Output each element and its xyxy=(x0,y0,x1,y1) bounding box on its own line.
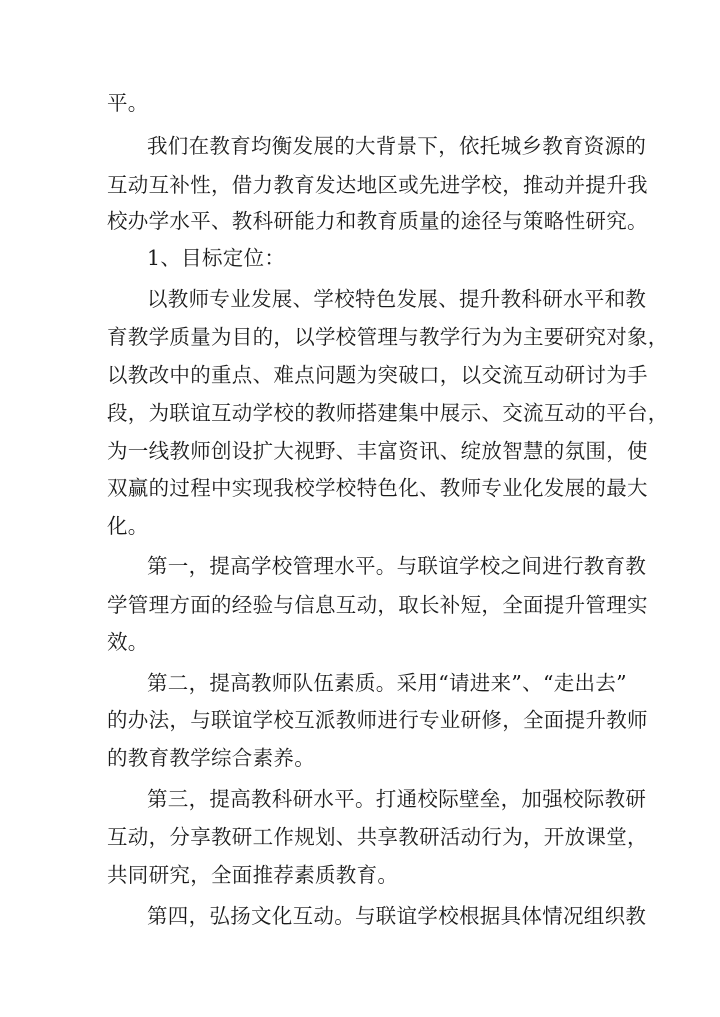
text-line: 化。 xyxy=(107,514,149,538)
text-line: 以教改中的重点、难点问题为突破口，以交流互动研讨为手 xyxy=(107,363,648,387)
text-line: 效。 xyxy=(107,630,149,654)
text-line: 互动，分享教研工作规划、共享教研活动行为，开放课堂， xyxy=(107,825,648,849)
paragraph-first-line: 我们在教育均衡发展的大背景下，依托城乡教育资源的 xyxy=(147,134,647,158)
text-line: 校办学水平、教科研能力和教育质量的途径与策略性研究。 xyxy=(107,209,648,233)
paragraph-first-line: 以教师专业发展、学校特色发展、提升教科研水平和教 xyxy=(147,287,647,311)
section-heading: 1、目标定位： xyxy=(147,246,286,270)
text-line: 段，为联谊互动学校的教师搭建集中展示、交流互动的平台， xyxy=(107,401,669,425)
paragraph-first-line: 第二，提高教师队伍素质。采用“请进来”、“走出去” xyxy=(147,671,627,695)
paragraph-first-line: 第四，弘扬文化互动。与联谊学校根据具体情况组织教 xyxy=(147,904,647,928)
text-line: 学管理方面的经验与信息互动，取长补短，全面提升管理实 xyxy=(107,593,648,617)
text-line: 互动互补性，借力教育发达地区或先进学校，推动并提升我 xyxy=(107,173,648,197)
text-line: 育教学质量为目的，以学校管理与教学行为为主要研究对象， xyxy=(107,325,669,349)
paragraph-first-line: 第一，提高学校管理水平。与联谊学校之间进行教育教 xyxy=(147,554,647,578)
text-line: 为一线教师创设扩大视野、丰富资讯、绽放智慧的氛围，使 xyxy=(107,439,648,463)
text-line: 的办法，与联谊学校互派教师进行专业研修，全面提升教师 xyxy=(107,708,648,732)
text-line: 共同研究，全面推荐素质教育。 xyxy=(107,863,399,887)
text-line: 双赢的过程中实现我校学校特色化、教师专业化发展的最大 xyxy=(107,476,648,500)
paragraph-first-line: 第三，提高教科研水平。打通校际壁垒，加强校际教研 xyxy=(147,787,647,811)
text-line: 平。 xyxy=(107,91,149,115)
text-line: 的教育教学综合素养。 xyxy=(107,746,315,770)
